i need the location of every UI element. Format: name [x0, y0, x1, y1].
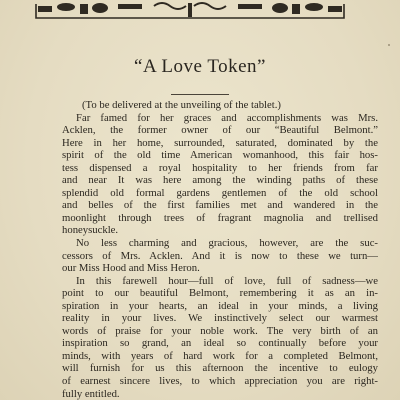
text-line: splendid old formal gardens gentlemen of the old school — [62, 186, 378, 199]
paragraph-3 — [62, 275, 378, 400]
text-line: reality in your lives. We instinctively select our warmest — [62, 312, 378, 325]
paragraph-1 — [62, 112, 378, 237]
text-line: spirit of the old time American womanhood, this fair hos- — [62, 149, 378, 162]
text-line: In this farewell hour—full of love, full of sadness—we — [76, 274, 378, 287]
text-line: spiration in your hearts, an ideal in your minds, a living — [62, 299, 378, 312]
text-line: honeysuckle. — [62, 224, 119, 237]
text-line: our Miss Hood and Miss Heron. — [62, 262, 200, 275]
text-line: of earnest sincere lives, to which appreciation you are right- — [62, 375, 378, 388]
title-rule — [171, 94, 229, 95]
text-line: and belles of the first families met and wandered in the — [62, 199, 378, 212]
text-line: No less charming and gracious, however, are the suc- — [76, 237, 378, 250]
text-line: and near It was here among the winding paths of these — [62, 174, 378, 187]
text-line: Here in her home, surrounded, saturated, dominated by the — [62, 136, 378, 149]
subtitle-line: (To be delivered at the unveiling of the tablet.) — [82, 99, 281, 111]
text-line: moonlight through trees of fragrant magnolia and trellised — [62, 211, 378, 224]
text-line: fully entitled. — [62, 387, 120, 400]
paragraph-2 — [62, 237, 378, 275]
text-line: Far famed for her graces and accomplishments was Mrs. — [76, 111, 378, 124]
poem-title: “A Love Token” — [134, 56, 266, 77]
text-line: minds, with years of hard work for a completed Belmont, — [62, 349, 378, 362]
text-line: will furnish for us this afternoon the incentive to eulogy — [62, 362, 378, 375]
text-line: inspiration so grand, an ideal so continually before your — [62, 337, 378, 350]
text-line: point to our beautiful Belmont, remembering it as an in- — [62, 287, 378, 300]
text-line: Acklen, the former owner of our “Beautiful Belmont.” — [62, 124, 378, 137]
page-speck — [388, 44, 390, 46]
decorative-header-border — [30, 0, 350, 24]
text-line: tess dispensed a royal hospitality to her friends from far — [62, 161, 378, 174]
text-line: cessors of Mrs. Acklen. And it is now to these we turn— — [62, 249, 378, 262]
text-line: words of praise for your noble work. The very birth of an — [62, 324, 378, 337]
body-text — [62, 99, 378, 400]
